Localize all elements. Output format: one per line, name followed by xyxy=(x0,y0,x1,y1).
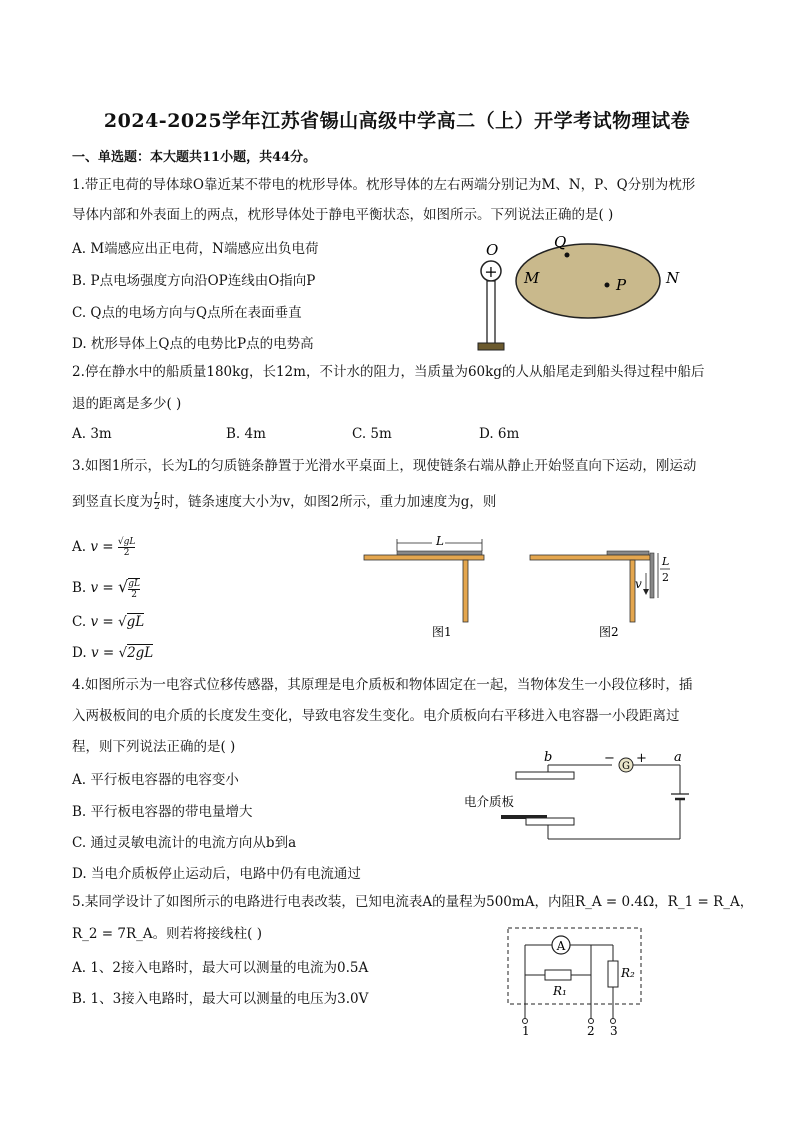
q1-option-b: B. P点电场强度方向沿OP连线由O指向P xyxy=(72,273,316,289)
q1-fig-label-m: M xyxy=(524,269,540,287)
q1-option-a: A. M端感应出正电荷，N端感应出负电荷 xyxy=(72,241,319,257)
terminal-2 xyxy=(589,1019,594,1024)
arrowhead-icon xyxy=(643,589,649,595)
sqrt-icon: √ xyxy=(117,614,127,630)
q3-option-b-num: gL xyxy=(128,578,140,589)
sqrt-icon: √ xyxy=(118,645,128,661)
q3-option-c-radicand: gL xyxy=(126,614,145,630)
chain-horizontal xyxy=(397,551,482,555)
section-heading: 一、单选题：本大题共11小题，共44分。 xyxy=(72,150,317,165)
q5-fig-r2: R₂ xyxy=(621,966,635,980)
q5-fig-terminal-1: 1 xyxy=(522,1024,530,1038)
insulating-stand xyxy=(487,281,495,345)
q3-stem-line1: 3.如图1所示，长为L的匀质链条静置于光滑水平桌面上，现使链条右端从静止开始竖直向下运动，刚运动 xyxy=(72,458,697,474)
q3-figure xyxy=(362,533,682,645)
q3-stem-text-a: 到竖直长度为 xyxy=(72,494,153,510)
q4-stem-line2: 入两极板间的电介质的长度发生变化，导致电容发生变化。电介质板向右平移进入电容器一小段距离过 xyxy=(72,708,680,724)
q2-option-c: C. 5m xyxy=(352,426,392,442)
q1-stem-line1: 1.带正电荷的导体球O靠近某不带电的枕形导体。枕形导体的左右两端分别记为M、N，P、Q分别为枕形 xyxy=(72,177,696,193)
q4-fig-dielectric-label: 电介质板 xyxy=(464,794,515,809)
q1-fig-label-p: P xyxy=(616,276,627,294)
q3-option-a-label: A. xyxy=(72,539,87,555)
table-top xyxy=(364,555,484,560)
q4-stem-line3: 程，则下列说法正确的是( ) xyxy=(72,739,236,755)
resistor-r2 xyxy=(608,961,618,987)
q1-option-d: D. 枕形导体上Q点的电势比P点的电势高 xyxy=(72,336,314,352)
terminal-1 xyxy=(523,1019,528,1024)
q3-option-b-den: 2 xyxy=(131,589,137,600)
q3-option-a xyxy=(72,537,135,558)
q1-option-c: C. Q点的电场方向与Q点所在表面垂直 xyxy=(72,305,302,321)
table-leg xyxy=(630,560,635,622)
q4-fig-label-b: b xyxy=(544,750,553,765)
q1-stem-line2: 导体内部和外表面上的两点，枕形导体处于静电平衡状态，如图所示。下列说法正确的是( ) xyxy=(72,207,614,223)
q2-option-b: B. 4m xyxy=(226,426,266,442)
capacitor-plate-bottom xyxy=(526,818,574,825)
point-p xyxy=(605,283,610,288)
q1-fig-label-n: N xyxy=(666,269,680,287)
q3-option-c-eq: v = xyxy=(90,614,114,630)
q3-option-a-num: √gL xyxy=(117,537,136,547)
q3-frac-num: L xyxy=(154,492,160,502)
q5-option-a: A. 1、2接入电路时，最大可以测量的电流为0.5A xyxy=(72,960,369,976)
q5-fig-r1: R₁ xyxy=(553,984,567,998)
q3-fig1-caption: 图1 xyxy=(432,625,452,639)
q5-fig-terminal-3: 3 xyxy=(610,1024,618,1038)
q3-option-c xyxy=(72,614,144,630)
capacitor-plate-top xyxy=(516,772,574,779)
terminal-3 xyxy=(611,1019,616,1024)
q4-option-a: A. 平行板电容器的电容变小 xyxy=(72,772,239,788)
q3-option-c-label: C. xyxy=(72,614,87,630)
q3-stem-line2 xyxy=(72,493,496,512)
q4-option-c: C. 通过灵敏电流计的电流方向从b到a xyxy=(72,835,297,851)
q3-fig2-label-l-den: 2 xyxy=(662,571,669,584)
q1-fig-label-o: O xyxy=(486,241,499,259)
q3-fig1-label-l: L xyxy=(436,534,444,548)
q3-fig2-label-v: v xyxy=(635,577,642,591)
q1-figure xyxy=(470,235,690,355)
q5-stem-line1: 5.某同学设计了如图所示的电路进行电表改装，已知电流表A的量程为500mA，内阻R_A = 0.4Ω，R_1 = R_A， xyxy=(72,894,754,910)
page-title: 2024-2025学年江苏省锡山高级中学高二（上）开学考试物理试卷 xyxy=(103,110,691,132)
q1-fig-plus: + xyxy=(484,262,498,281)
sqrt-icon: √ xyxy=(118,577,129,596)
q4-stem-line1: 4.如图所示为一电容式位移传感器，其原理是电介质板和物体固定在一起，当物体发生一小段位移时，插 xyxy=(72,677,693,693)
q3-option-d-label: D. xyxy=(72,645,87,661)
q4-figure xyxy=(460,748,690,848)
q5-figure xyxy=(505,925,650,1037)
q5-stem-line2: R_2 = 7R_A。则若将接线柱( ) xyxy=(72,926,262,942)
q1-fig-label-q: Q xyxy=(554,233,567,251)
q3-option-b-eq: v = xyxy=(90,580,114,596)
q3-option-d-radicand: 2gL xyxy=(127,645,154,661)
q5-fig-ammeter-a: A xyxy=(556,939,566,953)
q3-option-b-fraction xyxy=(128,578,140,600)
q4-fig-minus: − xyxy=(604,751,615,766)
q3-fig2-caption: 图2 xyxy=(599,625,619,639)
q3-option-a-fraction xyxy=(118,537,135,558)
q3-option-a-eq: v = xyxy=(90,539,114,555)
point-q xyxy=(565,253,570,258)
q3-fraction-l-over-2 xyxy=(154,493,160,512)
chain-vertical xyxy=(650,553,654,598)
table-leg xyxy=(463,560,468,622)
resistor-r1 xyxy=(545,970,571,980)
q5-option-b: B. 1、3接入电路时，最大可以测量的电压为3.0V xyxy=(72,991,369,1007)
q4-option-d: D. 当电介质板停止运动后，电路中仍有电流通过 xyxy=(72,866,361,882)
q4-fig-plus: + xyxy=(636,751,647,766)
q3-frac-den: 2 xyxy=(154,502,160,512)
q3-option-a-den: 2 xyxy=(123,548,130,558)
q2-option-a: A. 3m xyxy=(72,426,112,442)
table-top xyxy=(530,555,650,560)
q3-stem-text-b: 时，链条速度大小为v，如图2所示，重力加速度为g，则 xyxy=(160,494,497,510)
q3-fig2-label-l-num: L xyxy=(662,555,670,568)
q4-option-b: B. 平行板电容器的带电量增大 xyxy=(72,804,253,820)
q5-fig-terminal-2: 2 xyxy=(587,1024,595,1038)
q3-option-b-label: B. xyxy=(72,580,87,596)
q2-stem-line2: 退的距离是多少( ) xyxy=(72,396,182,412)
stand-base xyxy=(478,343,504,350)
q2-option-d: D. 6m xyxy=(479,426,520,442)
q2-stem-line1: 2.停在静水中的船质量180kg，长12m，不计水的阻力，当质量为60kg的人从船尾走到船头得过程中船后 xyxy=(72,364,705,380)
q3-option-d-eq: v = xyxy=(90,645,115,661)
q3-option-d xyxy=(72,645,153,661)
q3-option-b xyxy=(72,577,140,600)
chain-horizontal xyxy=(607,551,649,555)
q4-fig-g: G xyxy=(622,761,630,772)
q4-fig-label-a: a xyxy=(674,750,682,765)
